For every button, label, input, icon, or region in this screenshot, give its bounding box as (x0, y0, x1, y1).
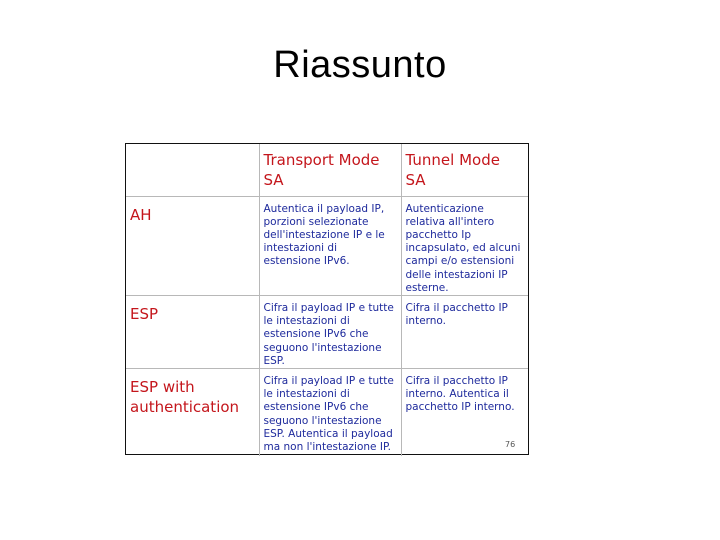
slide-title: Riassunto (273, 44, 447, 86)
cell-ah-transport: Autentica il payload IP, porzioni selezionate dell'intestazione IP e le intestazioni di estensione IPv6. (259, 196, 401, 295)
summary-table-image (125, 143, 529, 455)
cell-esp-tunnel: Cifra il pacchetto IP interno. (401, 295, 528, 368)
table-row-esp (126, 295, 528, 368)
cell-esp-auth-tunnel: Cifra il pacchetto IP interno. Autentica il pacchetto IP interno. (401, 368, 528, 456)
table-header-row (126, 144, 528, 196)
row-label-ah: AH (126, 196, 259, 295)
row-label-esp: ESP (126, 295, 259, 368)
cell-esp-auth-transport: Cifra il payload IP e tutte le intestazioni di estensione IPv6 che seguono l'intestazione ESP. Autentica il payload ma non l'intestazione IP. (259, 368, 401, 456)
cell-ah-tunnel: Autenticazione relativa all'intero pacchetto Ip incapsulato, ed alcuni campi e/o estensioni delle intestazioni IP esterne. (401, 196, 528, 295)
summary-table (126, 144, 528, 456)
header-transport-mode: Transport Mode SA (259, 144, 401, 196)
header-empty-cell (126, 144, 259, 196)
cell-esp-transport: Cifra il payload IP e tutte le intestazioni di estensione IPv6 che seguono l'intestazione ESP. (259, 295, 401, 368)
row-label-esp-auth: ESP with authentication (126, 368, 259, 456)
table-row-esp-auth (126, 368, 528, 456)
table-row-ah (126, 196, 528, 295)
header-tunnel-mode: Tunnel Mode SA (401, 144, 528, 196)
page-number: 76 (505, 440, 516, 449)
